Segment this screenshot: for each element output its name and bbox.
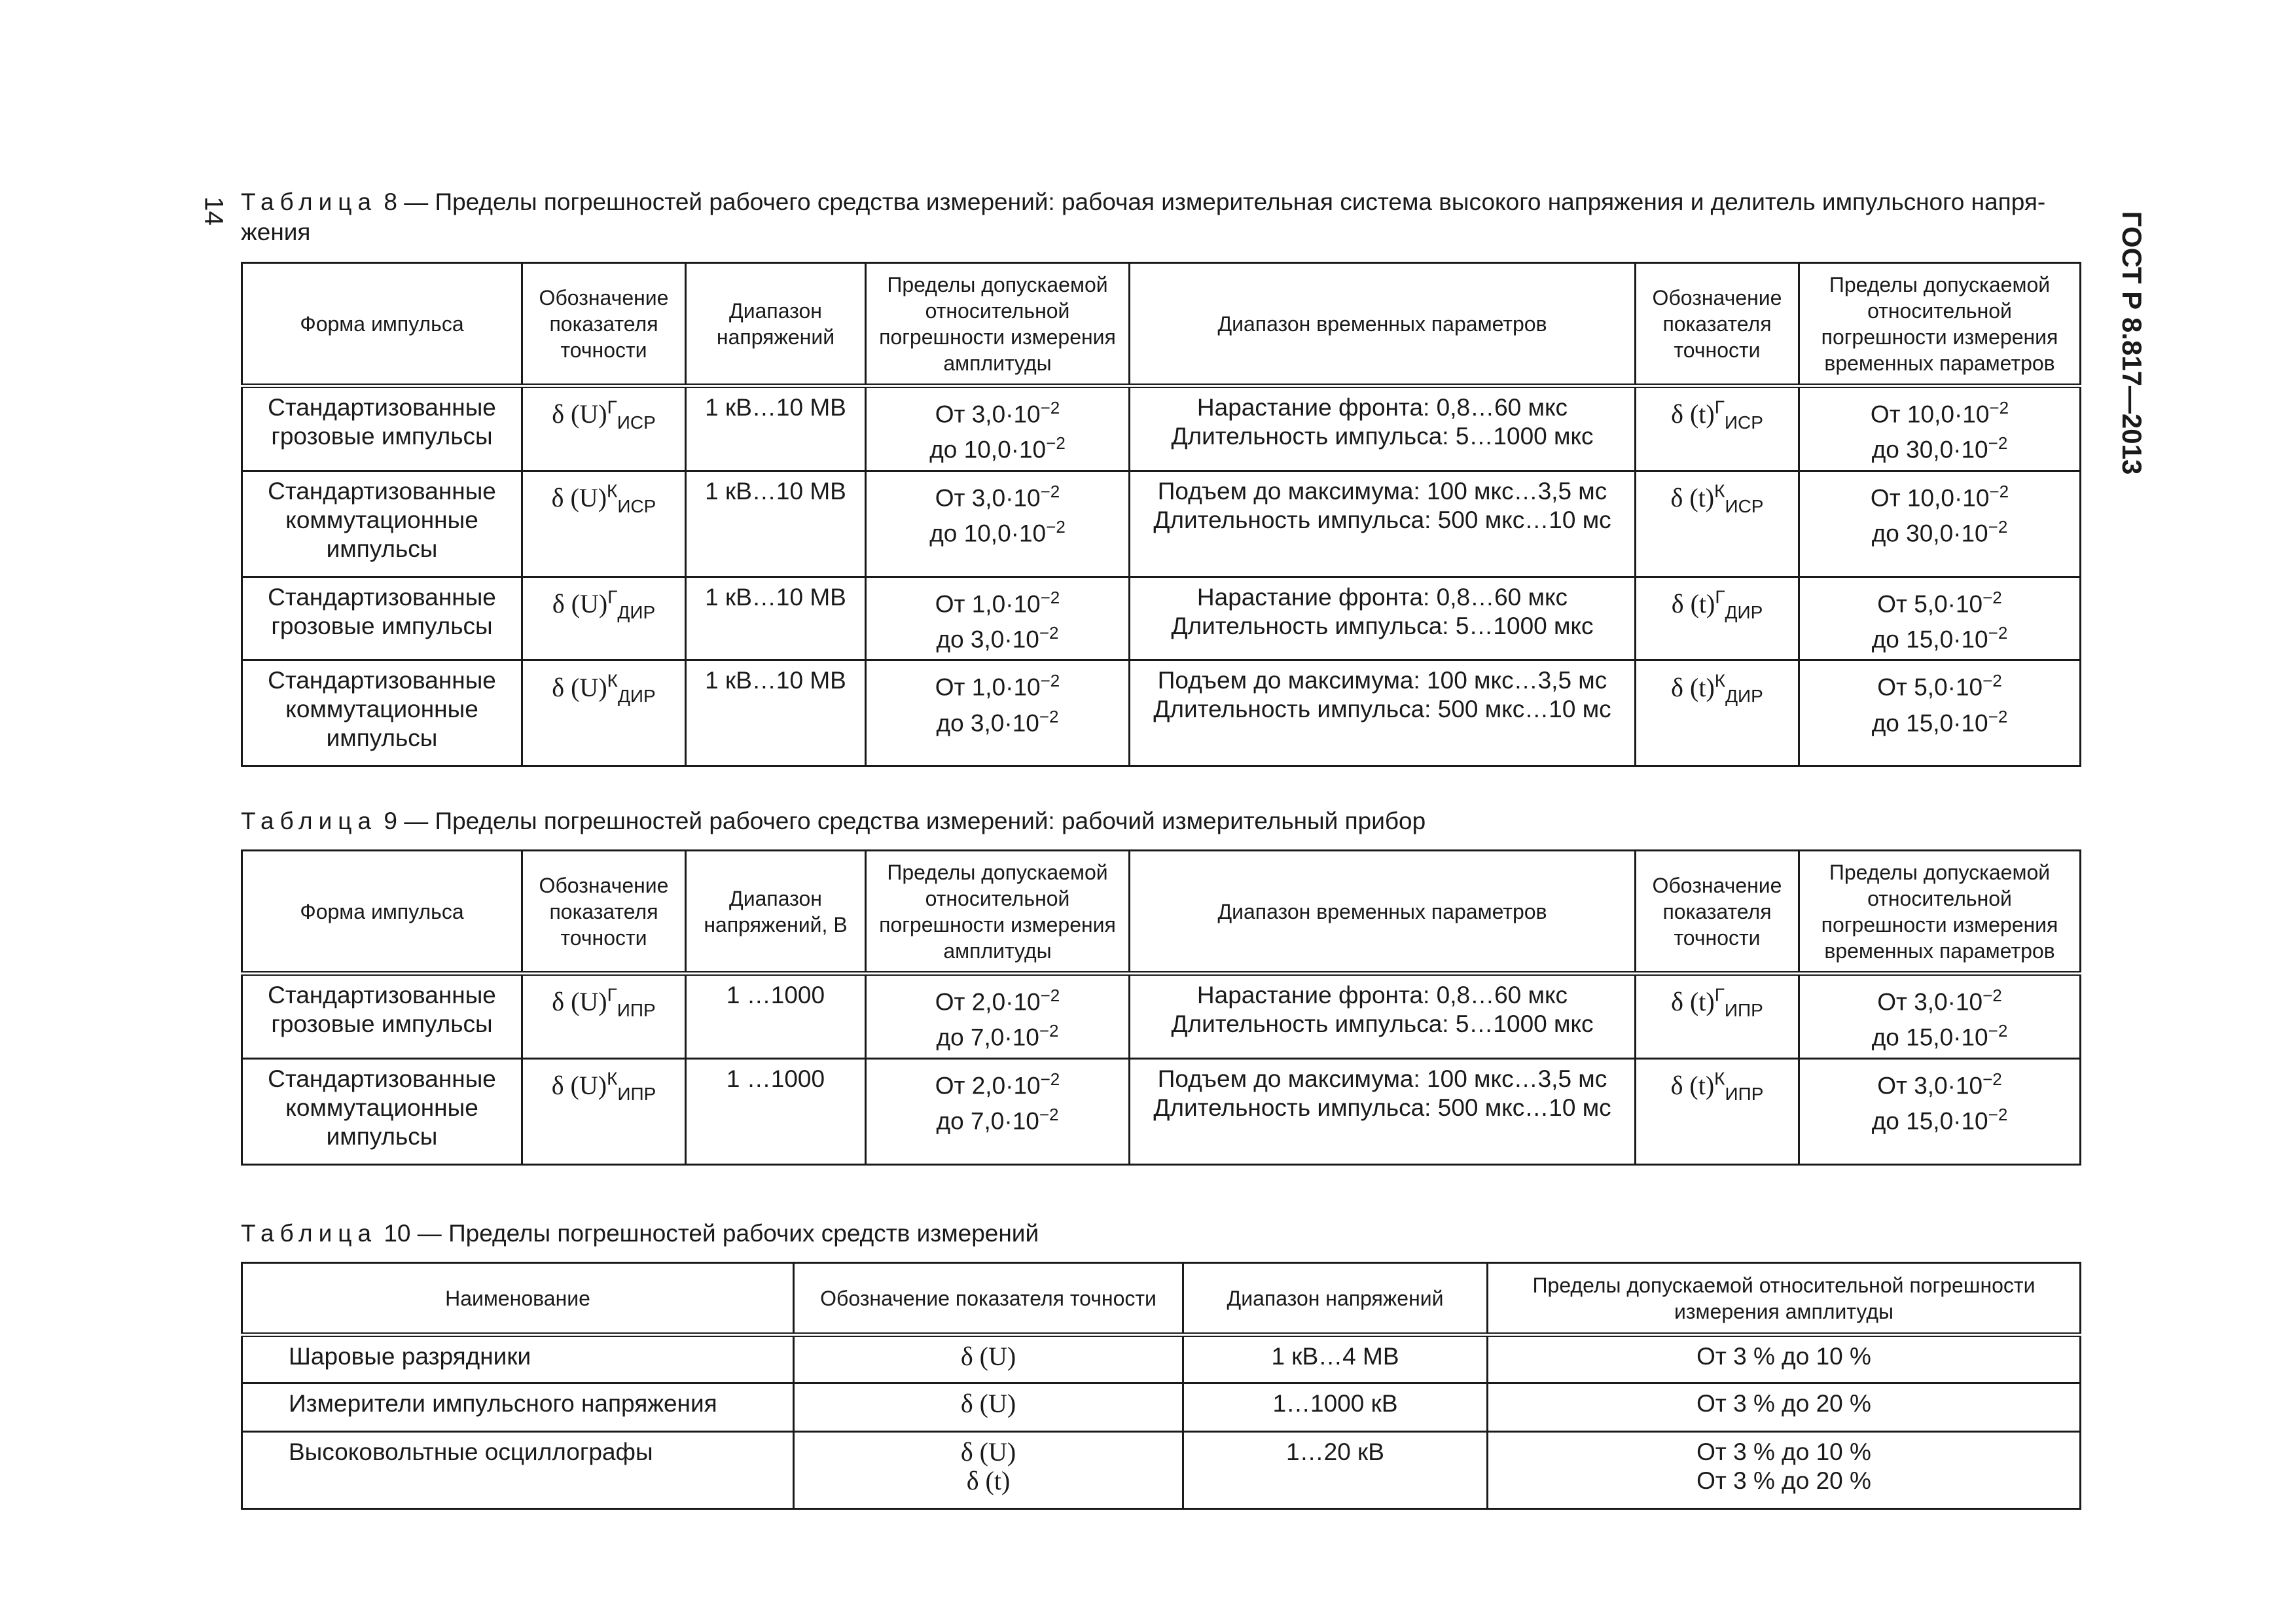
time-error-limits-to-exp: −2 (1988, 516, 2008, 537)
time-accuracy-symbol-base: δ (t) (1671, 672, 1715, 702)
time-error-limits-from-value: От 5,0·10 (1877, 590, 1983, 617)
time-error-limits-from-value: От 3,0·10 (1877, 988, 1983, 1016)
amplitude-error-limits-to-value: до 10,0·10 (929, 436, 1047, 463)
amplitude-error-limits-from (873, 981, 1122, 1016)
pulse-form: Стандартизованные коммутационные импульсы (242, 660, 522, 766)
amplitude-accuracy-symbol-sup: К (607, 670, 618, 691)
amplitude-error-limits-from-exp: −2 (1040, 587, 1060, 607)
time-error-limits-from (1806, 583, 2073, 618)
amplitude-error-limits-to-exp: −2 (1039, 622, 1059, 643)
amplitude-error-limits-from-value: От 3,0·10 (935, 401, 1041, 428)
time-error-limits (1799, 974, 2081, 1059)
time-error-limits-from-exp: −2 (1989, 398, 2009, 418)
time-accuracy-symbol (1636, 660, 1799, 766)
time-accuracy-symbol-sub: ИПР (1725, 1083, 1764, 1104)
time-error-limits-to-value: до 15,0·10 (1871, 1024, 1988, 1051)
table8-header-4: Диапазон временных параметров (1130, 263, 1636, 386)
amplitude-accuracy-symbol-sup: К (607, 1068, 618, 1089)
amplitude-error-limits (866, 386, 1130, 471)
time-error-limits-from-exp: −2 (1982, 671, 2002, 691)
time-error-limits-from-value: От 10,0·10 (1870, 484, 1990, 511)
voltage-range: 1…20 кВ (1183, 1432, 1488, 1509)
amplitude-error-limits-from (873, 1065, 1122, 1100)
time-error-limits (1799, 660, 2081, 766)
time-error-limits-to-exp: −2 (1988, 1021, 2008, 1041)
table10-caption-text: 10 — Пределы погрешностей рабочих средств измерений (377, 1220, 1039, 1247)
amplitude-error-limits-to (873, 1100, 1122, 1135)
amplitude-error-limits-from (873, 393, 1122, 429)
table10-header-1: Обозначение показателя точности (794, 1263, 1183, 1335)
amplitude-accuracy-symbol (522, 577, 686, 660)
table9-header-0: Форма импульса (242, 851, 522, 974)
time-error-limits-from (1806, 1065, 2073, 1100)
amplitude-accuracy-symbol-sub: ИСР (617, 495, 656, 516)
time-error-limits-to (1806, 702, 2073, 738)
time-accuracy-symbol-base: δ (t) (1671, 399, 1715, 429)
amplitude-accuracy-symbol-base: δ (U) (552, 399, 607, 429)
table-row (242, 1432, 2081, 1509)
table9-caption (241, 806, 1426, 836)
time-accuracy-symbol-symbol (1670, 1068, 1764, 1104)
time-error-limits (1799, 386, 2081, 471)
amplitude-error-limits-to-exp: −2 (1039, 706, 1059, 726)
amplitude-accuracy-symbol-base: δ (U) (552, 588, 608, 618)
time-accuracy-symbol-symbol (1671, 985, 1763, 1021)
time-accuracy-symbol-sub: ИСР (1725, 495, 1764, 516)
time-error-limits-from-exp: −2 (1982, 986, 2002, 1005)
time-accuracy-symbol (1636, 386, 1799, 471)
time-error-limits-to-exp: −2 (1988, 706, 2008, 726)
time-error-limits-to (1806, 512, 2073, 548)
amplitude-accuracy-symbol-symbol (552, 670, 656, 706)
accuracy-symbol (794, 1383, 1183, 1432)
table-row (242, 471, 2081, 577)
time-error-limits-from (1806, 393, 2073, 429)
time-error-limits-from-value: От 3,0·10 (1877, 1071, 1983, 1099)
time-error-limits-to-exp: −2 (1988, 433, 2008, 454)
voltage-range: 1 кВ…10 МВ (686, 386, 866, 471)
table-row (242, 577, 2081, 660)
amplitude-error-limits-to (873, 512, 1122, 548)
time-parameters (1130, 386, 1636, 471)
amplitude-accuracy-symbol-base: δ (U) (551, 1070, 607, 1100)
amplitude-accuracy-symbol (522, 386, 686, 471)
amplitude-error-limits-from-exp: −2 (1040, 671, 1060, 691)
time-parameter-1: Подъем до максимума: 100 мкс…3,5 мс (1157, 477, 1607, 505)
amplitude-error-limits (866, 577, 1130, 660)
time-error-limits-from (1806, 666, 2073, 702)
time-error-limits-to-exp: −2 (1988, 1104, 2008, 1124)
table9-header-3: Пределы допускаемой относительной погрешности измерения амплитуды (866, 851, 1130, 974)
table9-header-1: Обозначение показателя точности (522, 851, 686, 974)
amplitude-error-limits (866, 974, 1130, 1059)
table8-caption-prefix: Таблица (241, 188, 378, 215)
time-parameter-1: Нарастание фронта: 0,8…60 мкс (1196, 982, 1568, 1008)
time-accuracy-symbol-base: δ (t) (1670, 1070, 1715, 1100)
amplitude-error-limits-from-exp: −2 (1040, 986, 1060, 1005)
amplitude-error-limits-to-value: до 7,0·10 (936, 1024, 1039, 1051)
amplitude-error-limits-from-value: От 1,0·10 (935, 590, 1041, 617)
table8-caption (241, 187, 2045, 247)
accuracy-symbol-1: δ (U) (960, 1437, 1016, 1467)
voltage-range: 1 …1000 (686, 1058, 866, 1164)
table9-caption-prefix: Таблица (241, 808, 378, 834)
time-error-limits-to-value: до 15,0·10 (1871, 1107, 1988, 1135)
amplitude-error-limits-from-value: От 2,0·10 (935, 988, 1041, 1016)
table9-caption-text: 9 — Пределы погрешностей рабочего средства измерений: рабочий измерительный прибор (377, 808, 1426, 834)
time-accuracy-symbol-sub: ДИР (1725, 601, 1763, 622)
pulse-form: Стандартизованные коммутационные импульсы (242, 471, 522, 577)
time-parameter-1: Нарастание фронта: 0,8…60 мкс (1196, 394, 1568, 421)
time-error-limits-from-exp: −2 (1982, 587, 2002, 607)
accuracy-symbol-1: δ (U) (960, 1342, 1016, 1371)
time-error-limits (1799, 471, 2081, 577)
table10-header-3: Пределы допускаемой относительной погрешности измерения амплитуды (1488, 1263, 2081, 1335)
amplitude-accuracy-symbol-symbol (551, 480, 656, 516)
document-code-text: ГОСТ Р 8.817—2013 (2117, 211, 2147, 475)
time-accuracy-symbol-symbol (1671, 397, 1763, 433)
voltage-range: 1…1000 кВ (1183, 1383, 1488, 1432)
document-code (2115, 196, 2148, 491)
table8-header-2: Диапазон напряжений (686, 263, 866, 386)
table9-header-2: Диапазон напряжений, В (686, 851, 866, 974)
time-parameters (1130, 1058, 1636, 1164)
amplitude-accuracy-symbol (522, 660, 686, 766)
page-number: 14 (199, 196, 228, 226)
table8 (241, 262, 2081, 767)
voltage-range: 1 …1000 (686, 974, 866, 1059)
amplitude-accuracy-symbol-sub: ИПР (617, 1000, 656, 1021)
time-accuracy-symbol-sub: ИПР (1724, 1000, 1763, 1021)
amplitude-accuracy-symbol-base: δ (U) (551, 482, 607, 512)
time-parameters (1130, 577, 1636, 660)
time-error-limits-to (1806, 618, 2073, 654)
table9-header-5: Обозначение показателя точности (1636, 851, 1799, 974)
pulse-form: Стандартизованные грозовые импульсы (242, 577, 522, 660)
table8-caption-text: 8 — Пределы погрешностей рабочего средства измерений: рабочая измерительная система высокого напряжения и делитель импульсного напря- (377, 188, 2046, 215)
time-error-limits (1799, 1058, 2081, 1164)
amplitude-error-limits-from (873, 477, 1122, 512)
amplitude-accuracy-symbol-symbol (552, 586, 656, 622)
time-parameter-1: Нарастание фронта: 0,8…60 мкс (1196, 583, 1568, 611)
amplitude-error-limits-to-value: до 7,0·10 (936, 1107, 1039, 1135)
amplitude-accuracy-symbol (522, 1058, 686, 1164)
amplitude-accuracy-symbol-sub: ИСР (617, 412, 656, 433)
time-error-limits-from-value: От 10,0·10 (1870, 401, 1990, 428)
time-accuracy-symbol-sup: К (1714, 670, 1726, 691)
time-accuracy-symbol-symbol (1671, 586, 1763, 622)
amplitude-error-limits-from-value: От 3,0·10 (935, 484, 1041, 511)
pulse-form: Стандартизованные грозовые импульсы (242, 974, 522, 1059)
time-accuracy-symbol-sub: ИСР (1724, 412, 1763, 433)
error-limits (1488, 1432, 2081, 1509)
pulse-form: Стандартизованные коммутационные импульсы (242, 1058, 522, 1164)
accuracy-symbol (794, 1335, 1183, 1383)
accuracy-symbol-1: δ (U) (960, 1389, 1016, 1418)
time-accuracy-symbol-sup: К (1714, 1068, 1725, 1089)
time-error-limits-from-exp: −2 (1989, 481, 2009, 501)
voltage-range: 1 кВ…4 МВ (1183, 1335, 1488, 1383)
table-row (242, 386, 2081, 471)
table-row (242, 1058, 2081, 1164)
amplitude-error-limits-from-value: От 1,0·10 (935, 673, 1041, 701)
time-parameter-2: Длительность импульса: 500 мкс…10 мс (1153, 1094, 1611, 1121)
error-limit-1: От 3 % до 10 % (1696, 1343, 1871, 1370)
amplitude-error-limits-to-exp: −2 (1046, 516, 1066, 537)
time-accuracy-symbol (1636, 974, 1799, 1059)
time-accuracy-symbol (1636, 577, 1799, 660)
table8-header-1: Обозначение показателя точности (522, 263, 686, 386)
table10-header-2: Диапазон напряжений (1183, 1263, 1488, 1335)
amplitude-error-limits-to-value: до 3,0·10 (936, 709, 1039, 736)
pulse-form: Стандартизованные грозовые импульсы (242, 386, 522, 471)
accuracy-symbol (794, 1432, 1183, 1509)
accuracy-symbol-2: δ (t) (966, 1466, 1011, 1495)
amplitude-accuracy-symbol (522, 974, 686, 1059)
amplitude-error-limits-to (873, 1016, 1122, 1052)
time-accuracy-symbol-symbol (1670, 480, 1764, 516)
time-accuracy-symbol-symbol (1671, 670, 1763, 706)
time-parameter-2: Длительность импульса: 5…1000 мкс (1171, 423, 1594, 450)
table10-header-row (242, 1263, 2081, 1335)
time-error-limits-to-value: до 30,0·10 (1871, 520, 1988, 547)
amplitude-accuracy-symbol-sub: ДИР (617, 601, 656, 622)
amplitude-accuracy-symbol-sub: ДИР (617, 685, 656, 706)
amplitude-accuracy-symbol-base: δ (U) (552, 672, 607, 702)
table10 (241, 1262, 2081, 1510)
time-error-limits-to-exp: −2 (1988, 622, 2008, 643)
amplitude-accuracy-symbol-symbol (552, 397, 656, 433)
table10-caption-prefix: Таблица (241, 1220, 378, 1247)
time-parameter-1: Подъем до максимума: 100 мкс…3,5 мс (1157, 667, 1607, 694)
table8-header-5: Обозначение показателя точности (1636, 263, 1799, 386)
amplitude-accuracy-symbol-symbol (552, 985, 656, 1021)
time-error-limits-to (1806, 429, 2073, 464)
amplitude-accuracy-symbol-base: δ (U) (552, 987, 607, 1017)
time-error-limits-to (1806, 1016, 2073, 1052)
time-parameters (1130, 471, 1636, 577)
table9-header-row (242, 851, 2081, 974)
table9-header-6: Пределы допускаемой относительной погрешности измерения временных параметров (1799, 851, 2081, 974)
voltage-range: 1 кВ…10 МВ (686, 577, 866, 660)
table-row (242, 1383, 2081, 1432)
error-limit-2: От 3 % до 20 % (1696, 1467, 1871, 1494)
time-accuracy-symbol (1636, 1058, 1799, 1164)
table8-header-6: Пределы допускаемой относительной погрешности измерения временных параметров (1799, 263, 2081, 386)
amplitude-accuracy-symbol-sup: К (607, 480, 618, 501)
time-accuracy-symbol (1636, 471, 1799, 577)
time-parameter-2: Длительность импульса: 5…1000 мкс (1171, 612, 1594, 639)
amplitude-error-limits-to-value: до 10,0·10 (929, 520, 1047, 547)
time-error-limits-from (1806, 981, 2073, 1016)
voltage-range: 1 кВ…10 МВ (686, 471, 866, 577)
amplitude-error-limits-to-value: до 3,0·10 (936, 626, 1039, 653)
amplitude-error-limits-to (873, 429, 1122, 464)
amplitude-error-limits-to (873, 618, 1122, 654)
table10-header-0: Наименование (242, 1263, 794, 1335)
table-row (242, 974, 2081, 1059)
time-accuracy-symbol-sup: Г (1715, 586, 1725, 607)
amplitude-accuracy-symbol-sup: Г (607, 586, 618, 607)
time-accuracy-symbol-base: δ (t) (1671, 588, 1715, 618)
amplitude-error-limits-to (873, 702, 1122, 738)
amplitude-error-limits-from-exp: −2 (1040, 481, 1060, 501)
time-error-limits (1799, 577, 2081, 660)
table8-header-row (242, 263, 2081, 386)
amplitude-error-limits-to-exp: −2 (1039, 1021, 1059, 1041)
error-limits (1488, 1383, 2081, 1432)
amplitude-accuracy-symbol-sup: Г (607, 397, 617, 418)
time-parameter-2: Длительность импульса: 5…1000 мкс (1171, 1010, 1594, 1037)
amplitude-error-limits (866, 660, 1130, 766)
amplitude-accuracy-symbol (522, 471, 686, 577)
time-accuracy-symbol-base: δ (t) (1670, 482, 1715, 512)
amplitude-error-limits-from-exp: −2 (1040, 398, 1060, 418)
time-error-limits-to-value: до 15,0·10 (1871, 626, 1988, 653)
time-parameter-2: Длительность импульса: 500 мкс…10 мс (1153, 506, 1611, 533)
time-error-limits-to-value: до 30,0·10 (1871, 436, 1988, 463)
time-error-limits-from (1806, 477, 2073, 512)
time-accuracy-symbol-base: δ (t) (1671, 987, 1715, 1017)
time-accuracy-symbol-sup: Г (1714, 397, 1725, 418)
error-limit-1: От 3 % до 20 % (1696, 1390, 1871, 1417)
time-parameter-2: Длительность импульса: 500 мкс…10 мс (1153, 696, 1611, 723)
instrument-name: Измерители импульсного напряжения (242, 1383, 794, 1432)
time-accuracy-symbol-sup: Г (1714, 985, 1725, 1005)
amplitude-accuracy-symbol-symbol (551, 1068, 656, 1104)
instrument-name: Шаровые разрядники (242, 1335, 794, 1383)
table-row (242, 660, 2081, 766)
instrument-name: Высоковольтные осциллографы (242, 1432, 794, 1509)
table8-header-3: Пределы допускаемой относительной погрешности измерения амплитуды (866, 263, 1130, 386)
time-accuracy-symbol-sub: ДИР (1725, 685, 1763, 706)
table9-header-4: Диапазон временных параметров (1130, 851, 1636, 974)
amplitude-error-limits-to-exp: −2 (1046, 433, 1066, 454)
time-error-limits-to (1806, 1100, 2073, 1135)
amplitude-error-limits-from-value: От 2,0·10 (935, 1071, 1041, 1099)
error-limit-1: От 3 % до 10 % (1696, 1438, 1871, 1465)
table8-caption-cont: жения (241, 219, 311, 245)
amplitude-error-limits-to-exp: −2 (1039, 1104, 1059, 1124)
voltage-range: 1 кВ…10 МВ (686, 660, 866, 766)
amplitude-error-limits-from (873, 583, 1122, 618)
amplitude-error-limits (866, 471, 1130, 577)
error-limits (1488, 1335, 2081, 1383)
table8-header-0: Форма импульса (242, 263, 522, 386)
table-row (242, 1335, 2081, 1383)
time-error-limits-from-exp: −2 (1982, 1069, 2002, 1089)
table9 (241, 849, 2081, 1166)
time-parameters (1130, 974, 1636, 1059)
time-parameters (1130, 660, 1636, 766)
amplitude-error-limits-from (873, 666, 1122, 702)
table10-caption (241, 1219, 1039, 1249)
time-error-limits-to-value: до 15,0·10 (1871, 709, 1988, 736)
time-parameter-1: Подъем до максимума: 100 мкс…3,5 мс (1157, 1065, 1607, 1092)
time-error-limits-from-value: От 5,0·10 (1877, 673, 1983, 701)
amplitude-accuracy-symbol-sup: Г (607, 985, 617, 1005)
amplitude-error-limits-from-exp: −2 (1040, 1069, 1060, 1089)
amplitude-accuracy-symbol-sub: ИПР (617, 1083, 656, 1104)
amplitude-error-limits (866, 1058, 1130, 1164)
time-accuracy-symbol-sup: К (1714, 480, 1725, 501)
